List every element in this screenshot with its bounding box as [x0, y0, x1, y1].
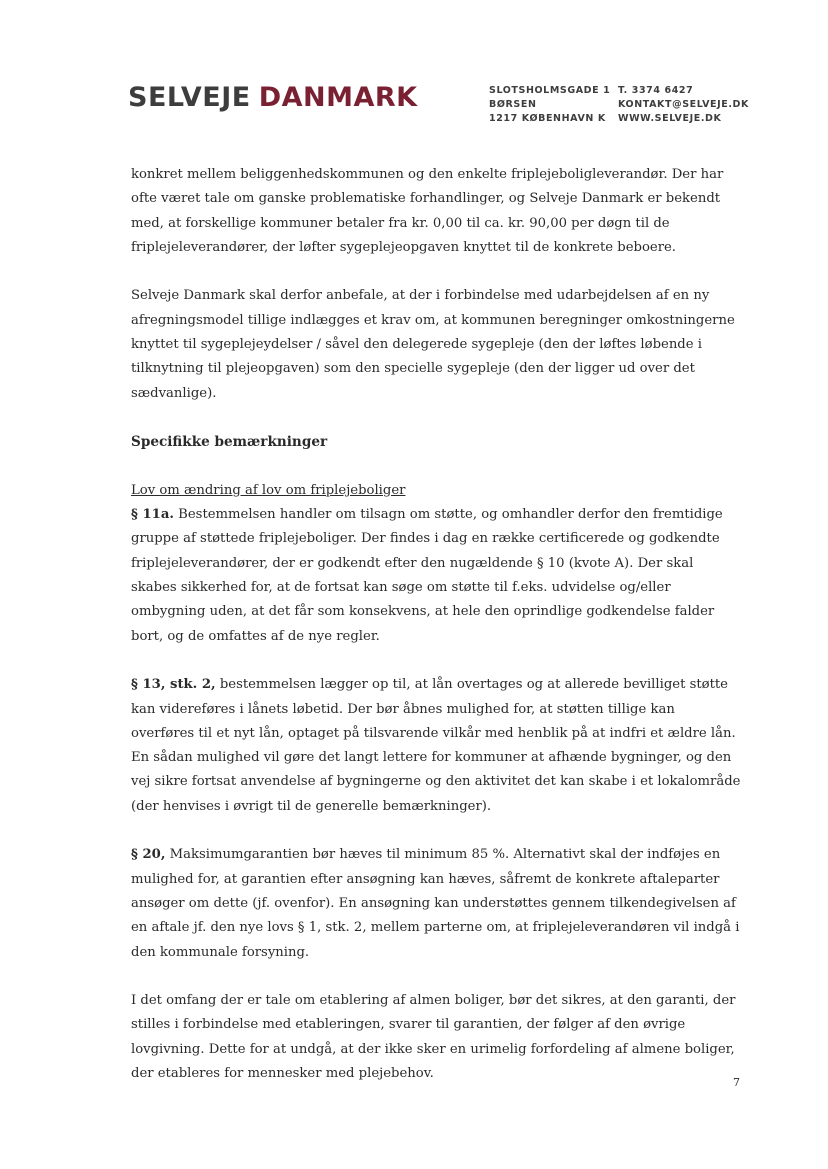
logo-word-selveje: SELVEJE	[128, 82, 251, 113]
page-number: 7	[733, 1076, 740, 1089]
address-line: 1217 KØBENHAVN K	[489, 113, 606, 124]
selveje-danmark-logo	[128, 82, 418, 113]
paragraph-text: Maksimumgarantien bør hæves til minimum 85 %. Alternativt skal der indføjes en mulighed for, at garantien efter ansøgning kan hæves, såfremt de konkrete aftaleparter ansøger om dette (jf. ovenfor). En ansøgning kan understøttes gennem tilkendegivelsen af en aftale jf. den nye lovs § 1, stk. 2, mellem parterne om, at friplejeleverandøren vil indgå i den kommunale forsyning.	[131, 847, 740, 960]
logo-word-danmark: DANMARK	[258, 82, 418, 113]
document-body	[131, 163, 741, 1111]
address-line: SLOTSHOLMSGADE 1	[489, 85, 611, 96]
paragraph-lead: § 11a.	[131, 507, 174, 523]
section-subheading: Lov om ændring af lov om friplejeboliger	[131, 482, 406, 498]
phone-number: T. 3374 6427	[618, 85, 694, 96]
paragraph-lead: § 13, stk. 2,	[131, 677, 216, 693]
address-block	[489, 84, 610, 126]
paragraph-section-20	[131, 843, 741, 964]
website-address: WWW.SELVEJE.DK	[618, 113, 722, 124]
paragraph: Selveje Danmark skal derfor anbefale, at der i forbindelse med udarbejdelsen af en ny afregningsmodel tillige indlægges et krav om, at kommunen beregninger omkostningerne knyttet til sygeplejeydelser / såvel den delegerede sygepleje (den der løftes løbende i tilknytning til plejeopgaven) som den specielle sygepleje (den der ligger ud over det sædvanlige).	[131, 288, 735, 401]
paragraph: konkret mellem beliggenhedskommunen og den enkelte friplejeboligleverandør. Der har ofte været tale om ganske problematiske forhandlinger, og Selveje Danmark er bekendt med, at forskellige kommuner betaler fra kr. 0,00 til ca. kr. 90,00 per døgn til de friplejeleverandører, der løfter sygeplejeopgaven knyttet til de konkrete beboere.	[131, 167, 724, 255]
address-line: BØRSEN	[489, 99, 537, 110]
paragraph-section-13	[131, 673, 741, 819]
email-address: KONTAKT@SELVEJE.DK	[618, 99, 749, 110]
paragraph: I det omfang der er tale om etablering af almen boliger, bør det sikres, at den garanti, der stilles i forbindelse med etableringen, svarer til garantien, der følger af den øvrige lovgivning. Dette for at undgå, at der ikke sker en urimelig forfordeling af almene boliger, der etableres for mennesker med plejebehov.	[131, 993, 736, 1081]
paragraph-section-11a	[131, 479, 741, 649]
section-heading: Specifikke bemærkninger	[131, 434, 328, 451]
paragraph-text: Bestemmelsen handler om tilsagn om støtte, og omhandler derfor den fremtidige gruppe af støttede friplejeboliger. Der findes i dag en række certificerede og godkendte friplejeleverandører, der er godkendt efter den nugældende § 10 (kvote A). Der skal skabes sikkerhed for, at de fortsat kan søge om støtte til f.eks. udvidelse og/eller ombygning uden, at det får som konsekvens, at hele den oprindlige godkendelse falder bort, og de omfattes af de nye regler.	[131, 507, 723, 644]
paragraph-lead: § 20,	[131, 847, 166, 863]
paragraph-text: bestemmelsen lægger op til, at lån overtages og at allerede bevilliget støtte kan videreføres i lånets løbetid. Der bør åbnes mulighed for, at støtten tillige kan overføres til et nyt lån, optaget på tilsvarende vilkår med henblik på at indfri et ældre lån. En sådan mulighed vil gøre det langt lettere for kommuner at afhænde bygninger, og den vej sikre fortsat anvendelse af bygningerne og den aktivitet det kan skabe i et lokalområde (der henvises i øvrigt til de generelle bemærkninger).	[131, 677, 741, 814]
contact-block	[618, 84, 749, 126]
